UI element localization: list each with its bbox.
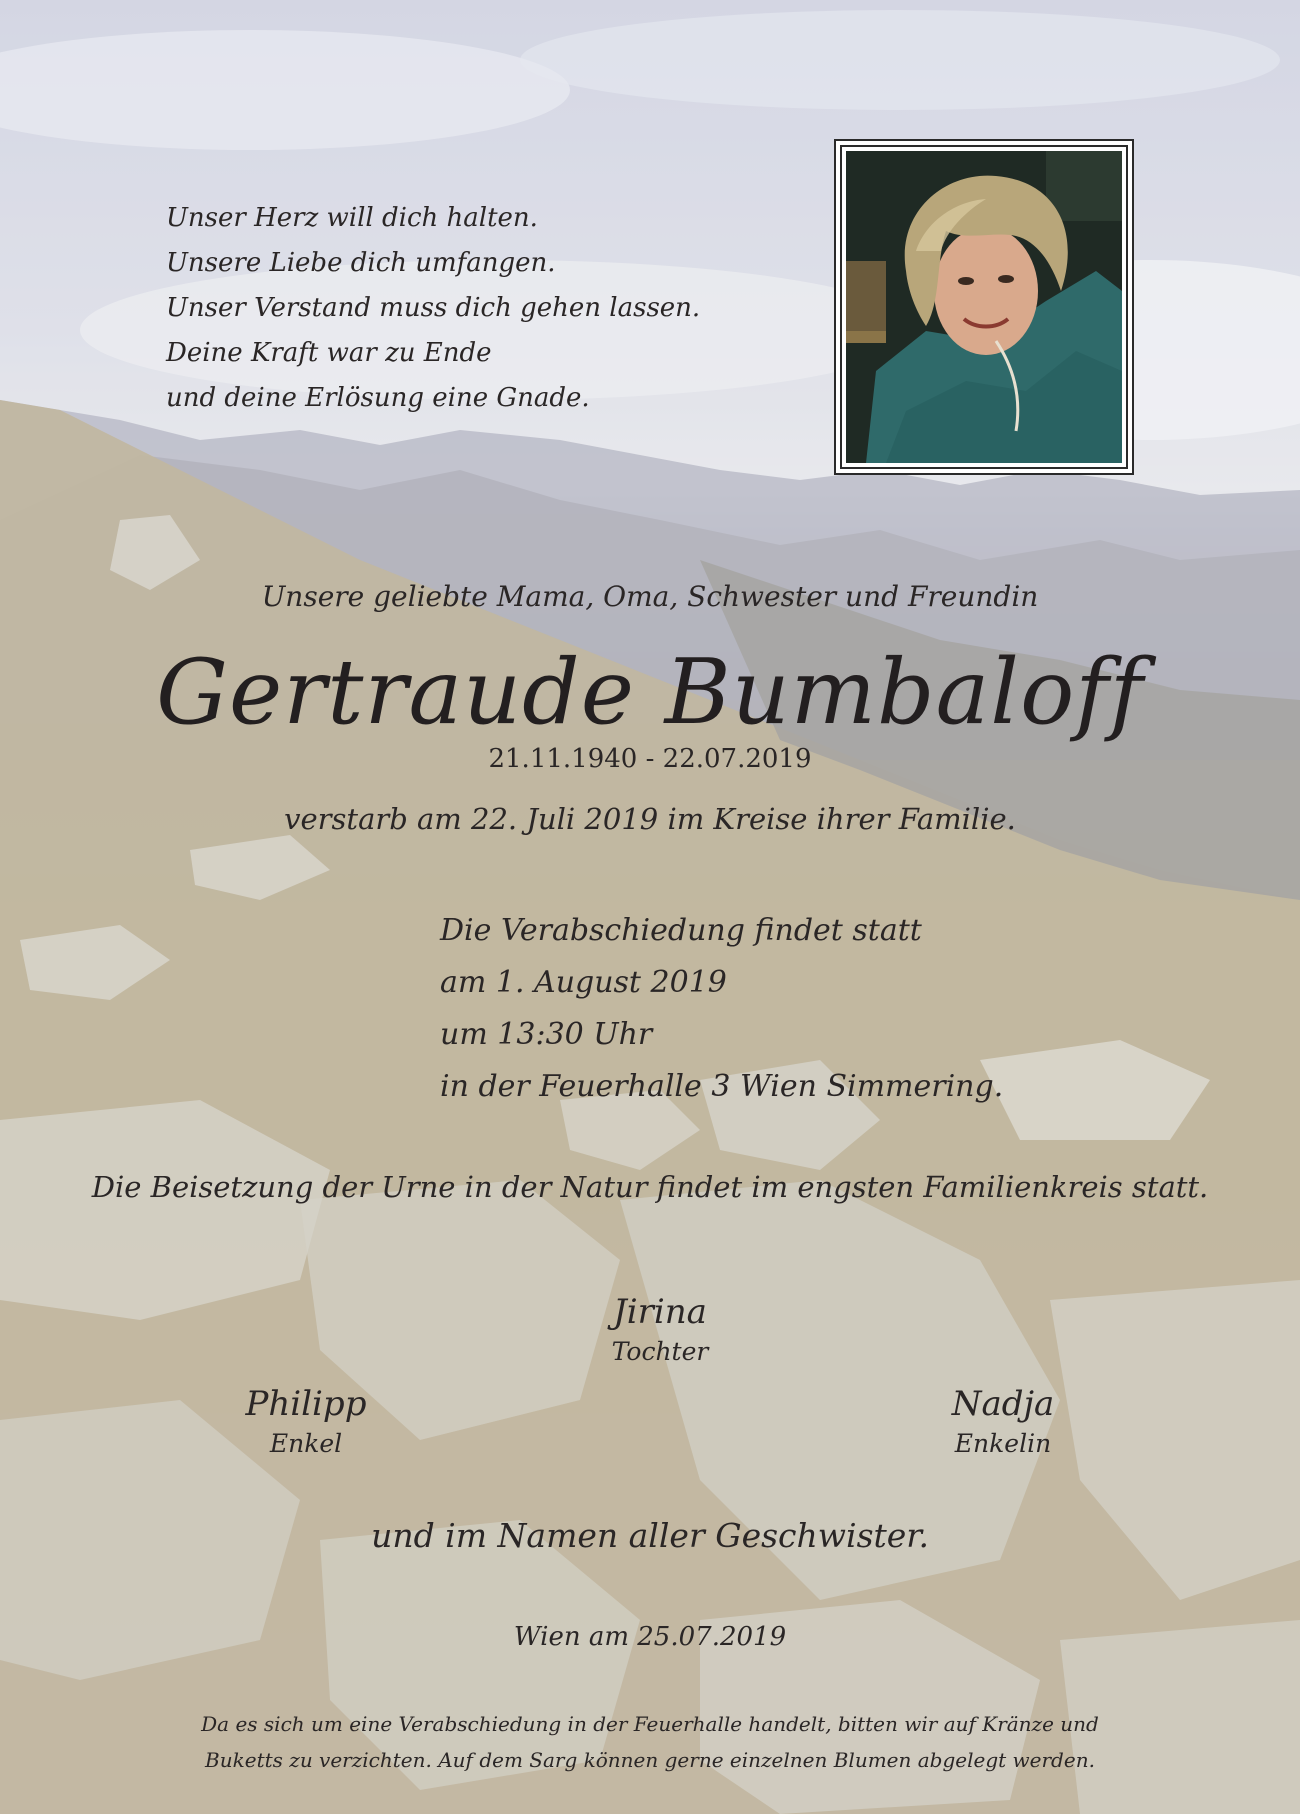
mourner-name: Nadja: [951, 1384, 1055, 1424]
farewell-line: Die Verabschiedung findet statt: [440, 913, 922, 948]
mourner-philipp: [206, 1384, 406, 1464]
burial-notice: Die Beisetzung der Urne in der Natur findet im engsten Familienkreis statt.: [91, 1170, 1209, 1204]
poem-line: Deine Kraft war zu Ende: [166, 338, 492, 368]
farewell-line: am 1. August 2019: [440, 965, 727, 1000]
farewell-line: um 13:30 Uhr: [440, 1017, 653, 1052]
mourner-relation: Enkelin: [954, 1429, 1052, 1458]
mourner-relation: Tochter: [611, 1337, 709, 1366]
farewell-line: in der Feuerhalle 3 Wien Simmering.: [440, 1069, 1004, 1104]
portrait-photo: [846, 151, 1122, 463]
flower-note: [0, 1706, 1300, 1778]
note-line: Buketts zu verzichten. Auf dem Sarg können gerne einzelnen Blumen abgelegt werden.: [205, 1748, 1095, 1772]
mourner-name: Philipp: [245, 1384, 367, 1424]
poem-line: Unsere Liebe dich umfangen.: [166, 248, 556, 278]
portrait-frame: [834, 139, 1134, 475]
mourner-relation: Enkel: [269, 1429, 343, 1458]
poem: [166, 196, 700, 421]
life-dates: 21.11.1940 - 22.07.2019: [488, 744, 812, 774]
mourner-name: Jirina: [613, 1292, 707, 1332]
poem-line: Unser Verstand muss dich gehen lassen.: [166, 293, 701, 323]
poem-line: Unser Herz will dich halten.: [166, 203, 538, 233]
farewell-details: [440, 905, 1003, 1113]
death-notice: verstarb am 22. Juli 2019 im Kreise ihrer Familie.: [284, 802, 1016, 836]
mourner-jirina: [560, 1292, 760, 1372]
closing-line: und im Namen aller Geschwister.: [371, 1516, 929, 1555]
place-date: Wien am 25.07.2019: [513, 1622, 787, 1652]
note-line: Da es sich um eine Verabschiedung in der Feuerhalle handelt, bitten wir auf Kränze und: [201, 1712, 1099, 1736]
poem-line: und deine Erlösung eine Gnade.: [166, 383, 590, 413]
intro-line: Unsere geliebte Mama, Oma, Schwester und Freundin: [261, 580, 1039, 613]
deceased-name: Gertraude Bumbaloff: [156, 640, 1144, 745]
mourner-nadja: [903, 1384, 1103, 1464]
